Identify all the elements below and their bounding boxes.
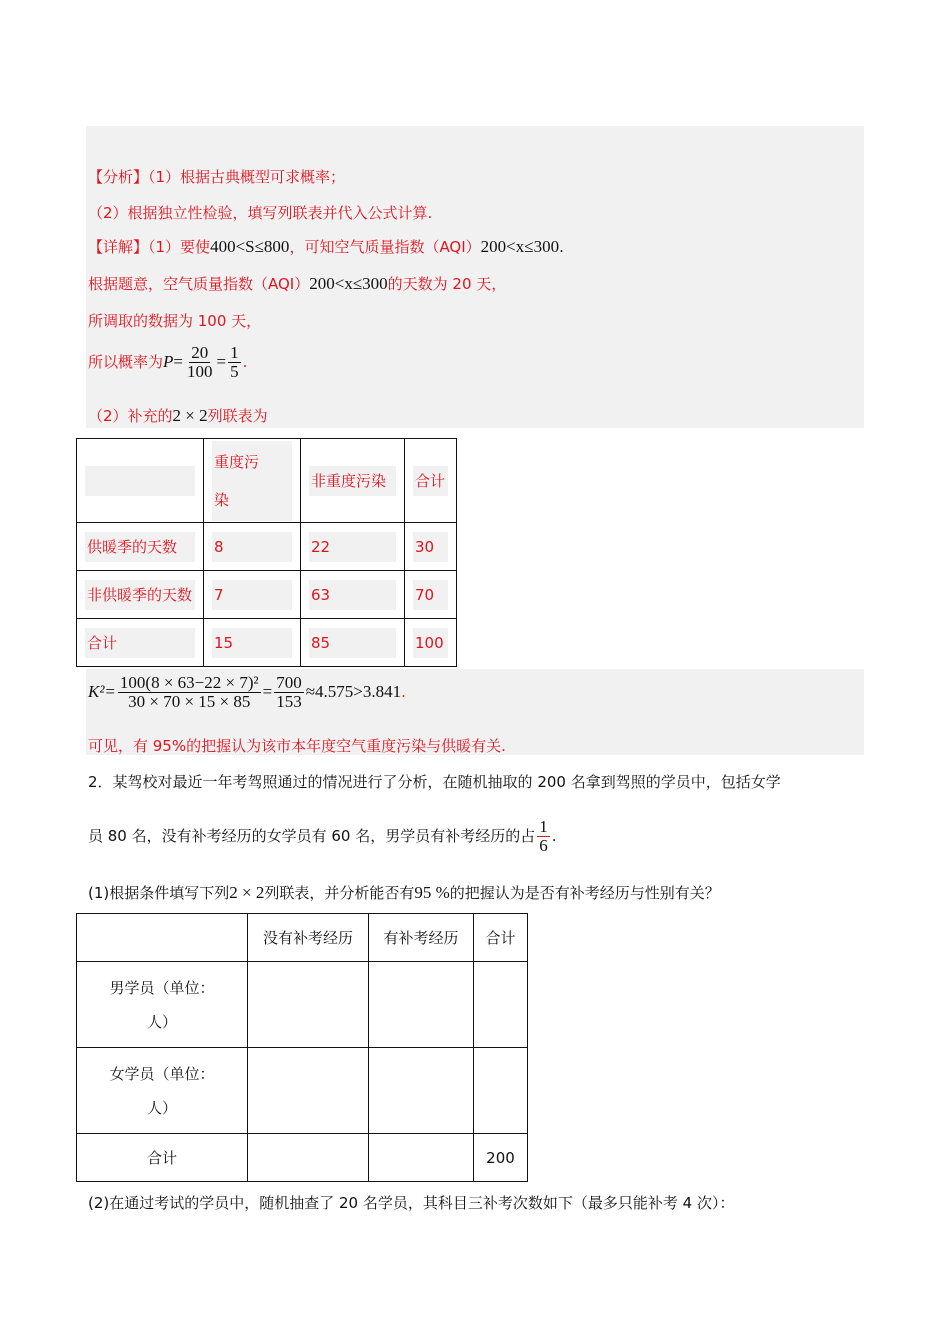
- k2-fraction: $\frac{\text{100(8 × 63−22 × 7)²}}{30 \times 70 \times 15 \times 85}$: [119, 673, 259, 711]
- q2-intro-line-1: 2．某驾校对最近一年考驾照通过的情况进行了分析，在随机抽取的 200 名拿到驾照的学员中，包括女学: [88, 773, 781, 791]
- table2-cell[interactable]: [369, 962, 474, 1048]
- fraction-20-100: $\frac{20}{100}$: [187, 343, 213, 381]
- table2-row-female: 女学员（单位： 人）: [77, 1048, 248, 1134]
- q2-intro-line-2: 员 80 名，没有补考经历的女学员有 60 名，男学员有补考经历的占 $\frac{1}{6}$ .: [88, 817, 557, 855]
- table1-header-nonsevere: 非重度污染: [309, 466, 396, 496]
- table2-header-empty: [77, 914, 248, 962]
- detail-line-1: 【详解】（1）要使400<S≤800，可知空气质量指数（AQI）200<x≤300.: [88, 237, 564, 256]
- table1-header-empty: [85, 466, 195, 496]
- table2-cell[interactable]: [369, 1048, 474, 1134]
- table2-row-male: 男学员（单位： 人）: [77, 962, 248, 1048]
- table1-header-severe: 重度污 染: [212, 441, 292, 521]
- table-row: 非供暖季的天数 7 63 70: [77, 571, 457, 619]
- conclusion-line: 可见，有 95%的把握认为该市本年度空气重度污染与供暖有关.: [88, 737, 506, 755]
- detail-label: 【详解】: [88, 238, 149, 256]
- table1-header-total: 合计: [413, 466, 448, 496]
- table2-header-total: 合计: [474, 914, 528, 962]
- q2-part1: (1)根据条件填写下列2 × 2列联表，并分析能否有95 %的把握认为是否有补考经历与性别有关？: [88, 883, 720, 902]
- detail-line-4: 所以概率为P= $\frac{20}{100}$ = $\frac{1}{5}$ .: [88, 343, 248, 381]
- table2-cell[interactable]: [248, 962, 369, 1048]
- table-row: 供暖季的天数 8 22 30: [77, 523, 457, 571]
- table2-row-total: 合计: [77, 1134, 248, 1182]
- analysis-label: 【分析】: [88, 168, 149, 186]
- k2-formula: K²= $\frac{\text{100(8 × 63−22 × 7)²}}{30 \times 70 \times 15 \times 85}$ = $\frac{700}{153}$ ≈4.575>3.841.: [88, 673, 406, 711]
- table2-cell[interactable]: [474, 1048, 528, 1134]
- table2-cell[interactable]: [474, 962, 528, 1048]
- contingency-table-answer: [76, 438, 457, 667]
- detail-line-2: 根据题意，空气质量指数（AQI）200<x≤300的天数为 20 天，: [88, 274, 507, 293]
- table2-header-retake: 有补考经历: [369, 914, 474, 962]
- fraction-1-6: $\frac{1}{6}$: [539, 817, 548, 855]
- table2-cell[interactable]: [248, 1134, 369, 1182]
- table2-cell[interactable]: [248, 1048, 369, 1134]
- detail-line-3: 所调取的数据为 100 天，: [88, 312, 262, 330]
- fraction-1-5: $\frac{1}{5}$: [230, 343, 239, 381]
- table-row: [77, 962, 528, 1048]
- table-row: 合计 15 85 100: [77, 619, 457, 667]
- contingency-table-blank: [76, 913, 528, 1182]
- analysis-line-2: （2）根据独立性检验，填写列联表并代入公式计算.: [88, 204, 433, 222]
- analysis-line-1: 【分析】（1）根据古典概型可求概率；: [88, 168, 346, 186]
- q2-part2: (2)在通过考试的学员中，随机抽查了 20 名学员，其科目三补考次数如下（最多只能补考 4 次）：: [88, 1194, 735, 1212]
- table2-cell[interactable]: [369, 1134, 474, 1182]
- k2-fraction-simplified: $\frac{700}{153}$: [276, 673, 302, 711]
- table2-header-no-retake: 没有补考经历: [248, 914, 369, 962]
- detail-line-5: （2）补充的2 × 2列联表为: [88, 406, 268, 425]
- table2-total-value: 200: [474, 1134, 528, 1182]
- table-row: [77, 1048, 528, 1134]
- table-row: [77, 1134, 528, 1182]
